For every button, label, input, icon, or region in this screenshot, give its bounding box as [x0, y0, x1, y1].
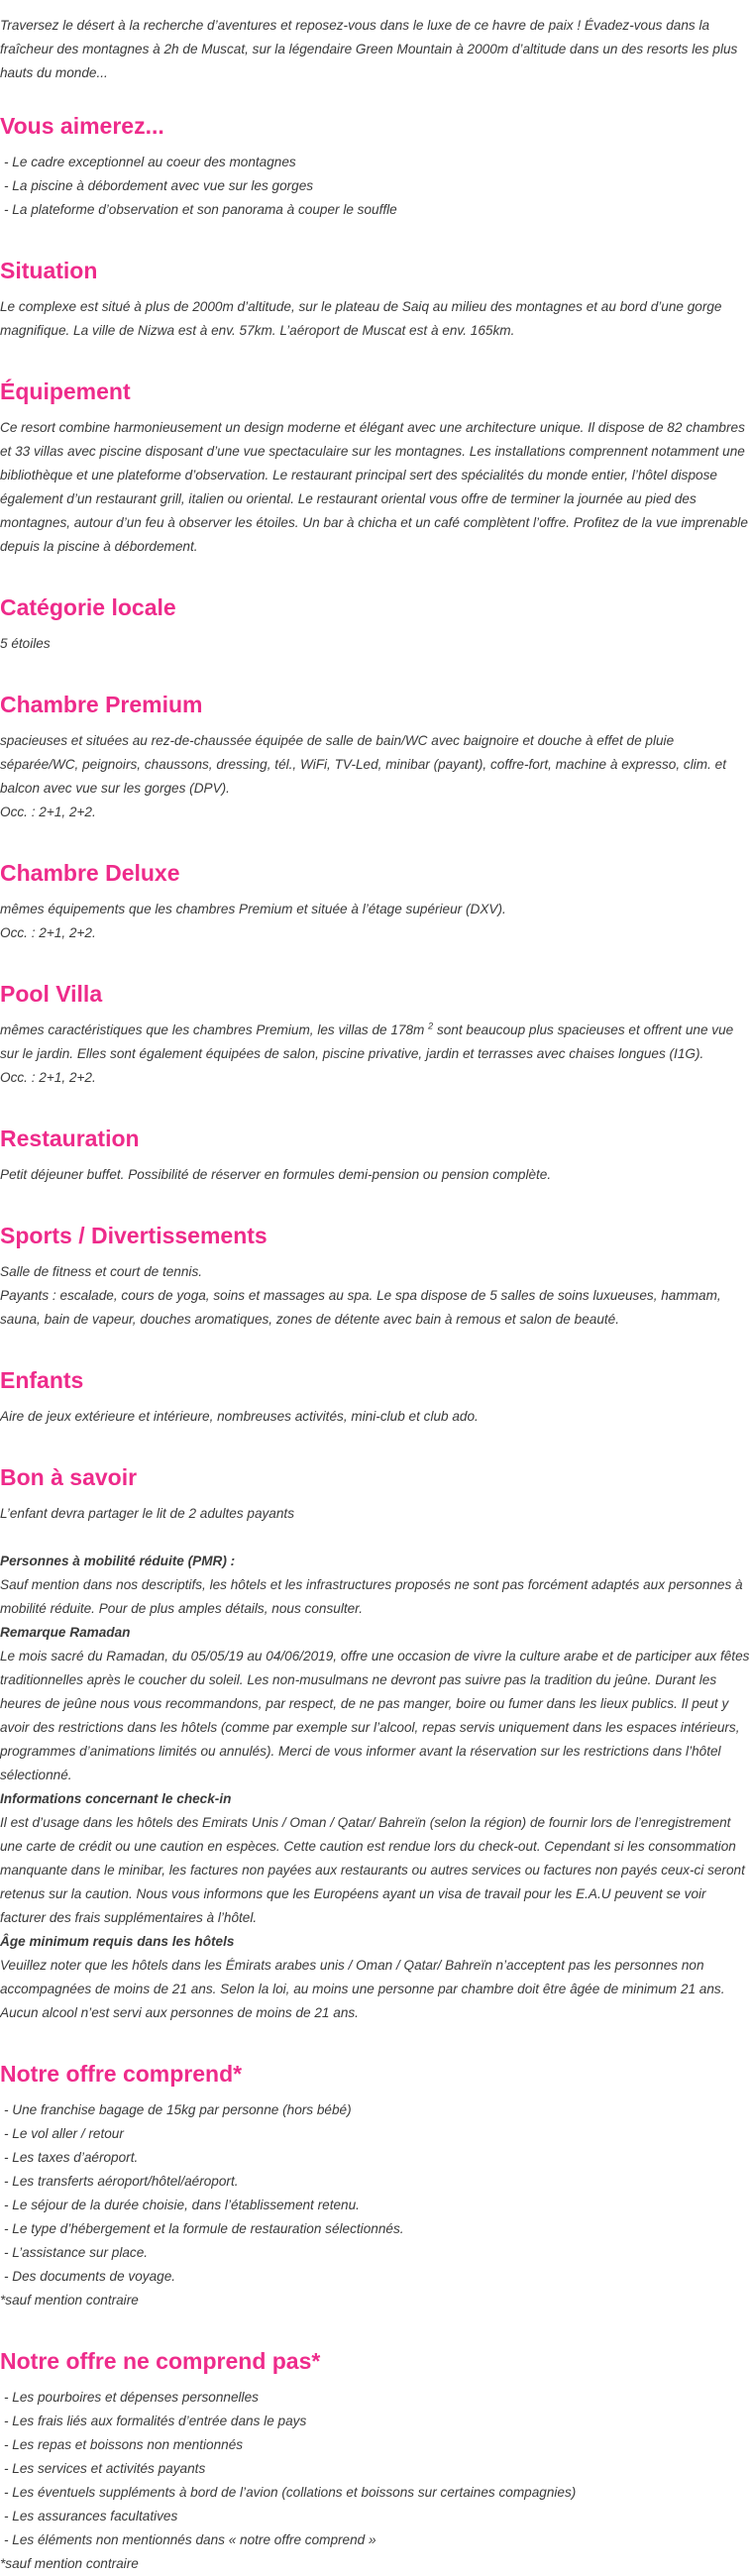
- section-offre-comprend: [0, 2059, 751, 2312]
- section-situation: [0, 256, 751, 343]
- section-title: Chambre Premium: [0, 692, 203, 717]
- section-title: Notre offre ne comprend pas*: [0, 2348, 321, 2374]
- situation-text: Le complexe est situé à plus de 2000m d’altitude, sur le plateau de Saiq au milieu des montagnes et au bord d’une gorge magnifique. La ville de Nizwa est à env. 57km. L’aéroport de Muscat est à env. 165km.: [0, 299, 722, 338]
- list-item: - Les repas et boissons non mentionnés: [4, 2437, 244, 2452]
- section-chambre-premium: [0, 690, 751, 824]
- checkin-label: Informations concernant le check-in: [0, 1791, 232, 1806]
- list-item: - Des documents de voyage.: [4, 2269, 176, 2284]
- section-title: Situation: [0, 258, 98, 283]
- section-pool-villa: [0, 979, 751, 1090]
- section-title: Catégorie locale: [0, 594, 176, 620]
- list-item: - La plateforme d’observation et son panorama à couper le souffle: [4, 202, 397, 217]
- sports-payants-text: Payants : escalade, cours de yoga, soins et massages au spa. Le spa dispose de 5 salles de soins luxueuses, hammam, sauna, bain de vapeur, douches aromatiques, zones de détente avec bain à remous et salon de beauté.: [0, 1288, 721, 1327]
- section-equipement: [0, 376, 751, 559]
- pool-villa-text-part: sont beaucoup plus spacieuses et offrent une vue sur le jardin. Elles sont également équipées de salon, piscine privative, jardin et terrasses avec chaises longues (I1G).: [0, 1022, 734, 1061]
- section-chambre-deluxe: [0, 858, 751, 945]
- enfants-text: Aire de jeux extérieure et intérieure, nombreuses activités, mini-club et club ado.: [0, 1409, 479, 1424]
- list-item: - Les taxes d’aéroport.: [4, 2150, 139, 2165]
- occupancy-text: Occ. : 2+1, 2+2.: [0, 805, 96, 819]
- list-item: - Le séjour de la durée choisie, dans l’établissement retenu.: [4, 2198, 360, 2212]
- section-title: Pool Villa: [0, 981, 103, 1007]
- section-title: Notre offre comprend*: [0, 2061, 243, 2087]
- section-title: Restauration: [0, 1126, 140, 1151]
- section-title: Vous aimerez...: [0, 113, 164, 139]
- footnote: *sauf mention contraire: [0, 2556, 139, 2571]
- pmr-text: Sauf mention dans nos descriptifs, les hôtels et les infrastructures proposés ne sont pas forcément adaptés aux personnes à mobilité réduite. Pour de plus amples détails, nous consulter.: [0, 1577, 743, 1616]
- ramadan-label: Remarque Ramadan: [0, 1625, 131, 1640]
- list-item: - Les frais liés aux formalités d’entrée dans le pays: [4, 2414, 307, 2428]
- equipement-text: Ce resort combine harmonieusement un design moderne et élégant avec une architecture unique. Il dispose de 82 chambres et 33 villas avec piscine disposant d’une vue spectaculaire sur les montagnes. Les installations comprennent notamment une bibliothèque et une plateforme d’observation. Le restaurant principal sert des spécialités du monde entier, l’hôtel dispose également d’un restaurant grill, italien ou oriental. Le restaurant oriental vous offre de terminer la journée au pied des montagnes, autour d’un feu à observer les étoiles. Un bar à chicha et un café complètent l’offre. Profitez de la vue imprenable depuis la piscine à débordement.: [0, 420, 748, 554]
- pool-villa-text-part: mêmes caractéristiques que les chambres Premium, les villas de 178m: [0, 1022, 429, 1037]
- list-item: - Les transferts aéroport/hôtel/aéroport.: [4, 2174, 239, 2189]
- section-offre-ne-comprend: [0, 2346, 751, 2576]
- age-label: Âge minimum requis dans les hôtels: [0, 1934, 235, 1949]
- chambre-deluxe-text: mêmes équipements que les chambres Premium et située à l’étage supérieur (DXV).: [0, 902, 506, 916]
- superscript: 2: [428, 1020, 434, 1031]
- list-item: - Les éventuels suppléments à bord de l’avion (collations et boissons sur certaines compagnies): [4, 2485, 577, 2500]
- section-title: Équipement: [0, 378, 131, 404]
- chambre-premium-text: spacieuses et situées au rez-de-chaussée équipée de salle de bain/WC avec baignoire et douche à effet de pluie séparée/WC, peignoirs, chaussons, dressing, tél., WiFi, TV-Led, minibar (payant), coffre-fort, machine à expresso, clim. et balcon avec vue sur les gorges (DPV).: [0, 733, 726, 796]
- pool-villa-text: [0, 1019, 751, 1066]
- intro-text: Traversez le désert à la recherche d’aventures et reposez-vous dans le luxe de ce havre de paix ! Évadez-vous dans la fraîcheur des montagnes à 2h de Muscat, sur la légendaire Green Mountain à 2000m d’altitude dans un des resorts les plus hauts du monde...: [0, 18, 738, 80]
- section-title: Bon à savoir: [0, 1464, 138, 1490]
- section-title: Enfants: [0, 1367, 84, 1393]
- section-title: Chambre Deluxe: [0, 860, 180, 886]
- footnote: *sauf mention contraire: [0, 2293, 139, 2308]
- list-item: - Les services et activités payants: [4, 2461, 206, 2476]
- section-categorie: [0, 592, 751, 656]
- section-title: Sports / Divertissements: [0, 1223, 268, 1248]
- sports-text: Salle de fitness et court de tennis.: [0, 1264, 203, 1279]
- checkin-text: Il est d’usage dans les hôtels des Emirats Unis / Oman / Qatar/ Bahreïn (selon la région) de fournir lors de l’enregistrement une carte de crédit ou une caution en espèces. Cette caution est rendue lors du check-out. Cependant si les consommation manquante dans le minibar, les factures non payées aux restaurants ou autres services ou factures non payés ceux-ci seront retenus sur la caution. Nous vous informons que les Européens ayant un visa de travail pour les E.A.U peuvent se voir facturer des frais supplémentaires à l’hôtel.: [0, 1815, 745, 1925]
- section-vous-aimerez: [0, 111, 751, 222]
- list-item: - La piscine à débordement avec vue sur les gorges: [4, 178, 314, 193]
- list-item: - Le cadre exceptionnel au coeur des montagnes: [4, 155, 296, 169]
- occupancy-text: Occ. : 2+1, 2+2.: [0, 925, 96, 940]
- list-item: - Le type d’hébergement et la formule de restauration sélectionnés.: [4, 2221, 404, 2236]
- spacer: [0, 1526, 751, 1550]
- section-bon-a-savoir: [0, 1462, 751, 2025]
- section-sports: [0, 1221, 751, 1332]
- age-text: Veuillez noter que les hôtels dans les Émirats arabes unis / Oman / Qatar/ Bahreïn n’acceptent pas les personnes non accompagnées de moins de 21 ans. Selon la loi, au moins une personne par chambre doit être âgée de minimum 21 ans. Aucun alcool n’est servi aux personnes de moins de 21 ans.: [0, 1958, 725, 2020]
- list-item: - Une franchise bagage de 15kg par personne (hors bébé): [4, 2102, 352, 2117]
- list-item: - Les éléments non mentionnés dans « notre offre comprend »: [4, 2532, 376, 2547]
- pmr-label: Personnes à mobilité réduite (PMR) :: [0, 1554, 236, 1568]
- section-restauration: [0, 1124, 751, 1187]
- section-enfants: [0, 1365, 751, 1429]
- restauration-text: Petit déjeuner buffet. Possibilité de réserver en formules demi-pension ou pension complète.: [0, 1167, 552, 1182]
- occupancy-text: Occ. : 2+1, 2+2.: [0, 1070, 96, 1085]
- list-item: - L’assistance sur place.: [4, 2245, 149, 2260]
- bon-a-savoir-text: L’enfant devra partager le lit de 2 adultes payants: [0, 1506, 294, 1521]
- list-item: - Les assurances facultatives: [4, 2509, 178, 2523]
- categorie-text: 5 étoiles: [0, 636, 51, 651]
- list-item: - Les pourboires et dépenses personnelles: [4, 2390, 259, 2405]
- ramadan-text: Le mois sacré du Ramadan, du 05/05/19 au 04/06/2019, offre une occasion de vivre la culture arabe et de participer aux fêtes traditionnelles après le coucher du soleil. Les non-musulmans ne devront pas suivre pas la tradition du jeûne. Durant les heures de jeûne nous vous recommandons, par respect, de ne pas manger, boire ou fumer dans les lieux publics. Il peut y avoir des restrictions dans les hôtels (comme par exemple sur l’alcool, repas servis uniquement dans les espaces intérieurs, programmes d’animations limités ou annulés). Merci de vous informer avant la réservation sur les restrictions dans l’hôtel sélectionné.: [0, 1649, 750, 1782]
- list-item: - Le vol aller / retour: [4, 2126, 124, 2141]
